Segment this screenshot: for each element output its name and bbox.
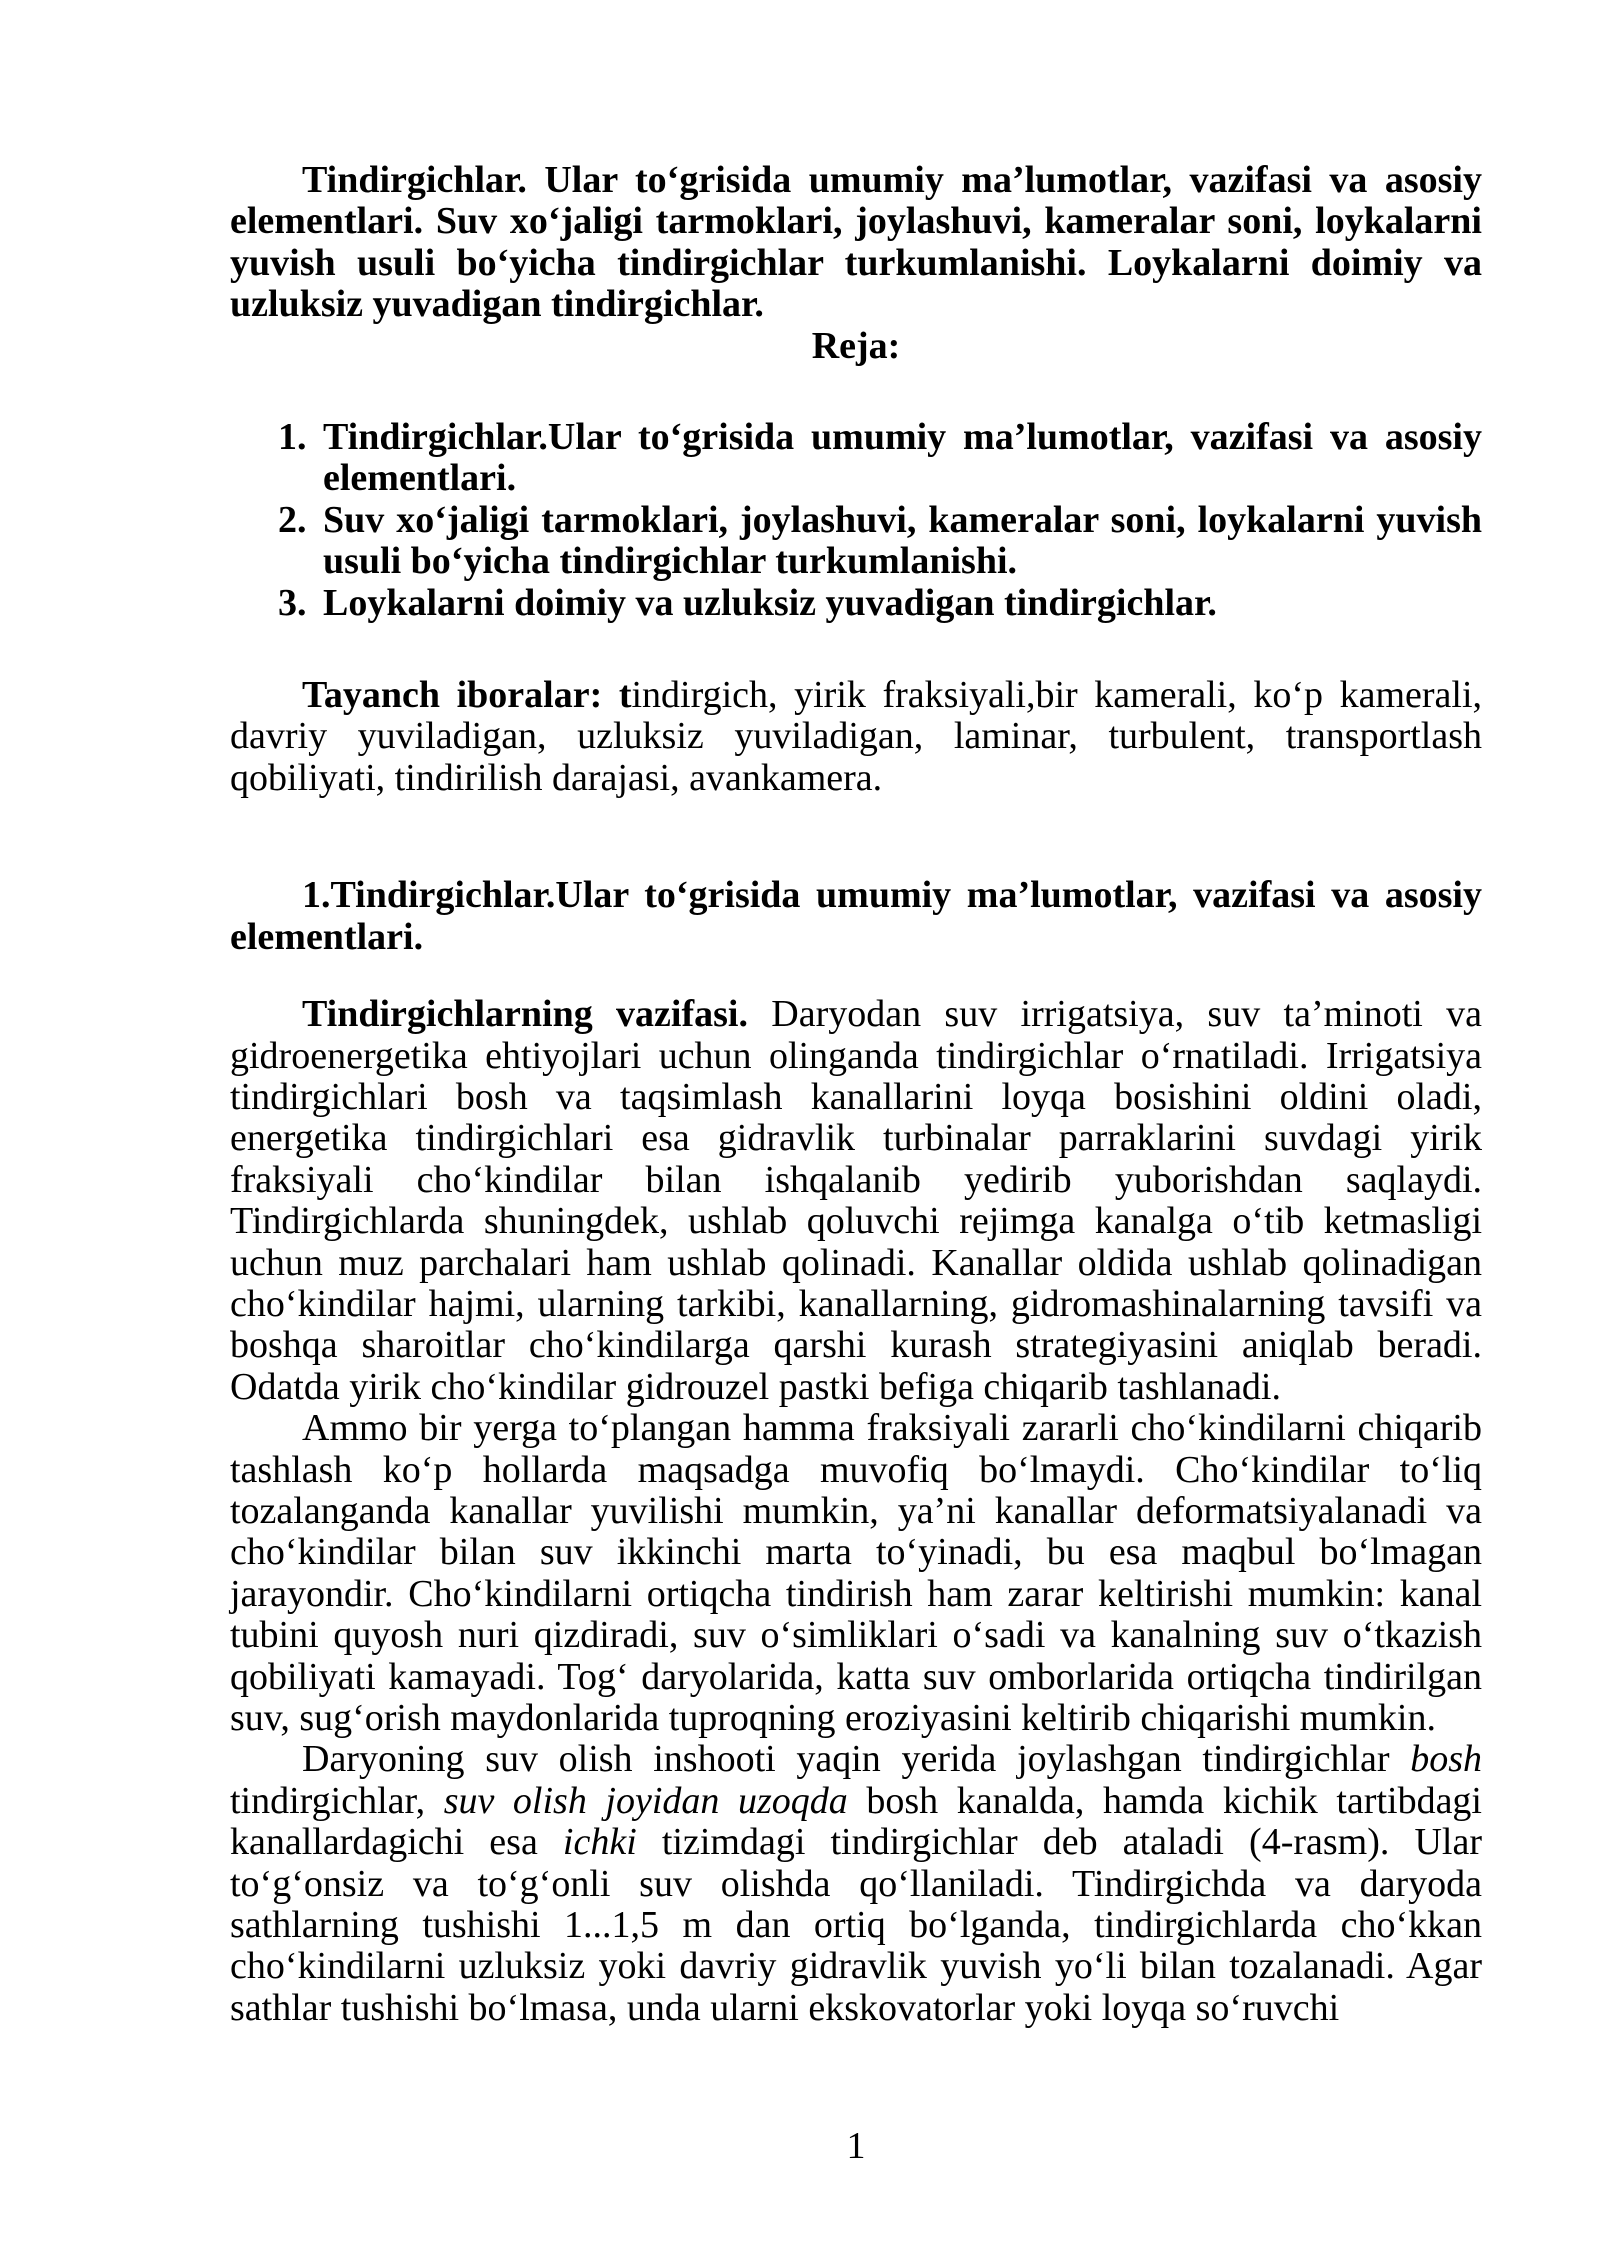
plan-item-3 bbox=[230, 583, 1482, 624]
document-title: Tindirgichlar. Ular to‘grisida umumiy ma’lumotlar, vazifasi va asosiy elementlari. Suv xo‘jaligi tarmoklari, joylashuvi, kameralar soni, loykalarni yuvish usuli bo‘yicha tindirgichlar turkumlanishi. Loykalarni doimiy va uzluksiz yuvadigan tindirgichlar. bbox=[230, 159, 1482, 326]
paragraph-1-lead: Tindirgichlarning vazifasi. bbox=[302, 993, 748, 1036]
paragraph-3-run-3: tindirgichlar, bbox=[230, 1779, 444, 1822]
page-number: 1 bbox=[846, 2125, 866, 2167]
plan-item-2-text: Suv xo‘jaligi tarmoklari, joylashuvi, kameralar soni, loykalarni yuvish usuli bo‘yicha tindirgichlar turkumlanishi. bbox=[323, 498, 1482, 583]
plan-item-3-number: 3. bbox=[278, 581, 307, 624]
plan-item-2-number: 2. bbox=[278, 498, 307, 541]
paragraph-3-run-1: Daryoning suv olish inshooti yaqin yerida joylashgan tindirgichlar bbox=[302, 1738, 1411, 1781]
text-block bbox=[230, 160, 1482, 2029]
paragraph-1-text: Daryodan suv irrigatsiya, suv ta’minoti va gidroenergetika ehtiyojlari uchun olinganda tindirgichlar o‘rnatiladi. Irrigatsiya tindirgichlari bosh va taqsimlash kanallarini loyqa bosishini oldini oladi, energetika tindirgichlari esa gidravlik turbinalar parraklarini suvdagi yirik fraksiyali cho‘kindilar bilan ishqalanib yedirib yuborishdan saqlaydi. Tindirgichlarda shuningdek, ushlab qoluvchi rejimga kanalga o‘tib ketmasligi uchun muz parchalari ham ushlab qolinadi. Kanallar oldida ushlab qolinadigan cho‘kindilar hajmi, ularning tarkibi, kanallarning, gidromashinalarning tavsifi va boshqa sharoitlar cho‘kindilarga qarshi kurash strategiyasini aniqlab beradi. Odatda yirik cho‘kindilar gidrouzel pastki befiga chiqarib tashlanadi. bbox=[230, 993, 1483, 1408]
plan-item-1-number: 1. bbox=[278, 416, 307, 459]
plan-list bbox=[230, 417, 1482, 624]
keywords-paragraph bbox=[230, 675, 1482, 799]
plan-item-1 bbox=[230, 417, 1482, 500]
plan-heading: Reja: bbox=[811, 324, 901, 367]
body-paragraph-2: Ammo bir yerga to‘plangan hamma fraksiyali zararli cho‘kindilarni chiqarib tashlash ko‘p hollarda maqsadga muvofiq bo‘lmaydi. Cho‘kindilar to‘liq tozalanganda kanallar yuvilishi mumkin, ya’ni kanallar deformatsiyalanadi va cho‘kindilar bilan suv ikkinchi marta to‘yinadi, bu esa maqbul bo‘lmagan jarayondir. Cho‘kindilarni ortiqcha tindirish ham zarar keltirishi mumkin: kanal tubini quyosh nuri qizdiradi, suv o‘simliklari o‘sadi va kanalning suv o‘tkazish qobiliyati kamayadi. Tog‘ daryolarida, katta suv omborlarida ortiqcha tindirilgan suv, sug‘orish maydonlarida tuproqning eroziyasini keltirib chiqarishi mumkin. bbox=[230, 1407, 1482, 1739]
keywords-text: indirgich, yirik fraksiyali,bir kamerali, ko‘p kamerali, davriy yuviladigan, uzluksiz yuviladigan, laminar, turbulent, transportlash qobiliyati, tindirilish darajasi, avankamera. bbox=[230, 674, 1483, 799]
paragraph-3-run-2-italic: bosh bbox=[1410, 1738, 1482, 1781]
body-paragraph-1 bbox=[230, 994, 1482, 1408]
plan-item-2 bbox=[230, 500, 1482, 583]
section-heading: 1.Tindirgichlar.Ular to‘grisida umumiy ma’lumotlar, vazifasi va asosiy elementlari. bbox=[230, 874, 1482, 958]
paragraph-3-run-4-italic: suv olish joyidan uzoqda bbox=[443, 1779, 848, 1822]
paragraph-3-run-6-italic: ichki bbox=[562, 1821, 637, 1864]
body-paragraph-3 bbox=[230, 1739, 1482, 2029]
keywords-label: Tayanch iboralar: t bbox=[302, 674, 632, 717]
plan-item-3-text: Loykalarni doimiy va uzluksiz yuvadigan tindirgichlar. bbox=[323, 581, 1217, 624]
paragraph-3-run-7: tizimdagi tindirgichlar deb ataladi (4-rasm). Ular to‘g‘onsiz va to‘g‘onli suv olishda qo‘llaniladi. Tindirgichda va daryoda sathlarning tushishi 1...1,5 m dan ortiq bo‘lganda, tindirgichlarda cho‘kkan cho‘kindilarni uzluksiz yoki davriy gidravlik yuvish yo‘li bilan tozalanadi. Agar sathlar tushishi bo‘lmasa, unda ularni ekskovatorlar yoki loyqa so‘ruvchi bbox=[230, 1821, 1482, 2029]
plan-item-1-text: Tindirgichlar.Ular to‘grisida umumiy ma’lumotlar, vazifasi va asosiy elementlari. bbox=[323, 416, 1482, 500]
paragraph-3-run-5: bosh kanalda, hamda kichik tartibdagi kanallardagichi esa bbox=[230, 1779, 1482, 1864]
